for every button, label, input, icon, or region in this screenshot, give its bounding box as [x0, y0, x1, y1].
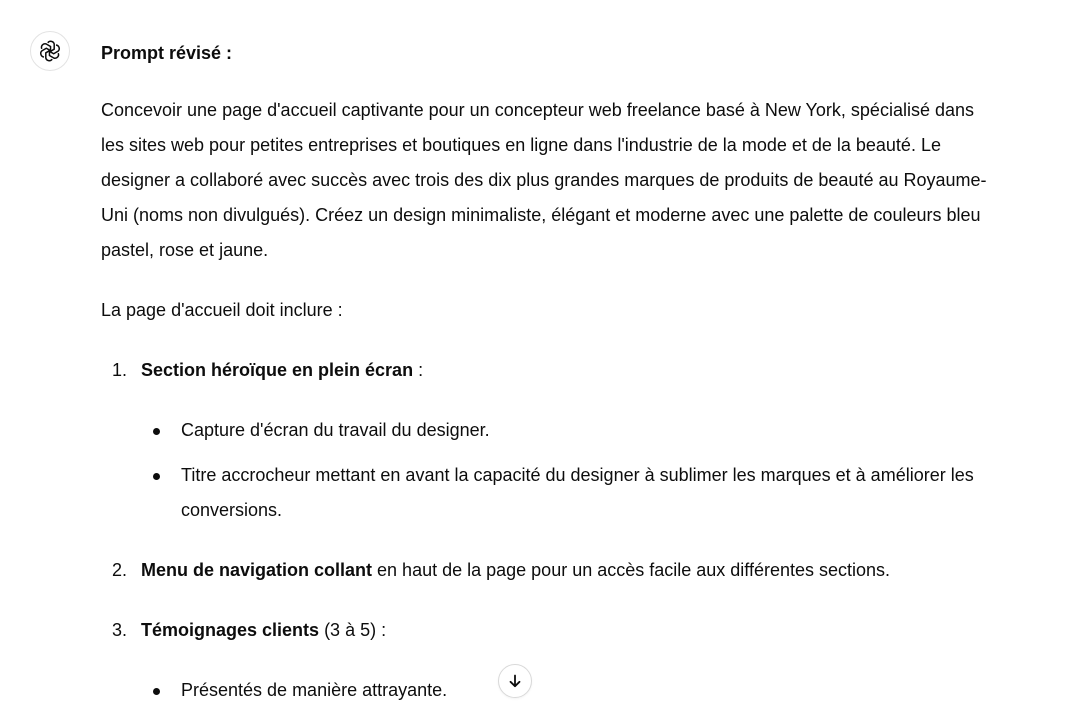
- list-number: 2.: [112, 560, 128, 580]
- message-intro: La page d'accueil doit inclure :: [101, 300, 343, 320]
- sub-list: [141, 673, 991, 708]
- openai-logo-icon: [38, 39, 62, 63]
- list-item-heading: Menu de navigation collant: [141, 560, 373, 580]
- sub-list-item: Titre accrocheur mettant en avant la capacité du designer à sublimer les marques et à améliorer les conversions.: [141, 458, 991, 528]
- message-paragraph: Concevoir une page d'accueil captivante pour un concepteur web freelance basé à New York, spécialisé dans les sites web pour petites entreprises et boutiques en ligne dans l'industrie de la mode et de la beauté. Le designer a collaboré avec succès avec trois des dix plus grandes marques de produits de beauté au Royaume-Uni (noms non divulgués). Créez un design minimaliste, élégant et moderne avec une palette de couleurs bleu pastel, rose et jaune.: [101, 100, 987, 260]
- list-item-text: :: [413, 360, 424, 380]
- list-item: [101, 553, 991, 588]
- sub-list-item: Capture d'écran du travail du designer.: [141, 413, 991, 448]
- sub-list-item: Présentés de manière attrayante.: [141, 673, 991, 708]
- list-item: [101, 353, 991, 528]
- message-title: Prompt révisé :: [101, 43, 233, 63]
- list-item-text: en haut de la page pour un accès facile aux différentes sections.: [372, 560, 891, 580]
- list-item-heading: Témoignages clients: [141, 620, 320, 640]
- scroll-to-bottom-button[interactable]: [498, 664, 532, 698]
- list-number: 1.: [112, 360, 128, 380]
- arrow-down-icon: [507, 673, 523, 689]
- list-item: [101, 613, 991, 708]
- list-item-text: (3 à 5) :: [319, 620, 387, 640]
- list-number: 3.: [112, 620, 128, 640]
- assistant-message: [101, 38, 991, 723]
- list-item-heading: Section héroïque en plein écran: [141, 360, 414, 380]
- requirements-list: [101, 353, 991, 708]
- assistant-avatar: [30, 31, 70, 71]
- sub-list: [141, 413, 991, 528]
